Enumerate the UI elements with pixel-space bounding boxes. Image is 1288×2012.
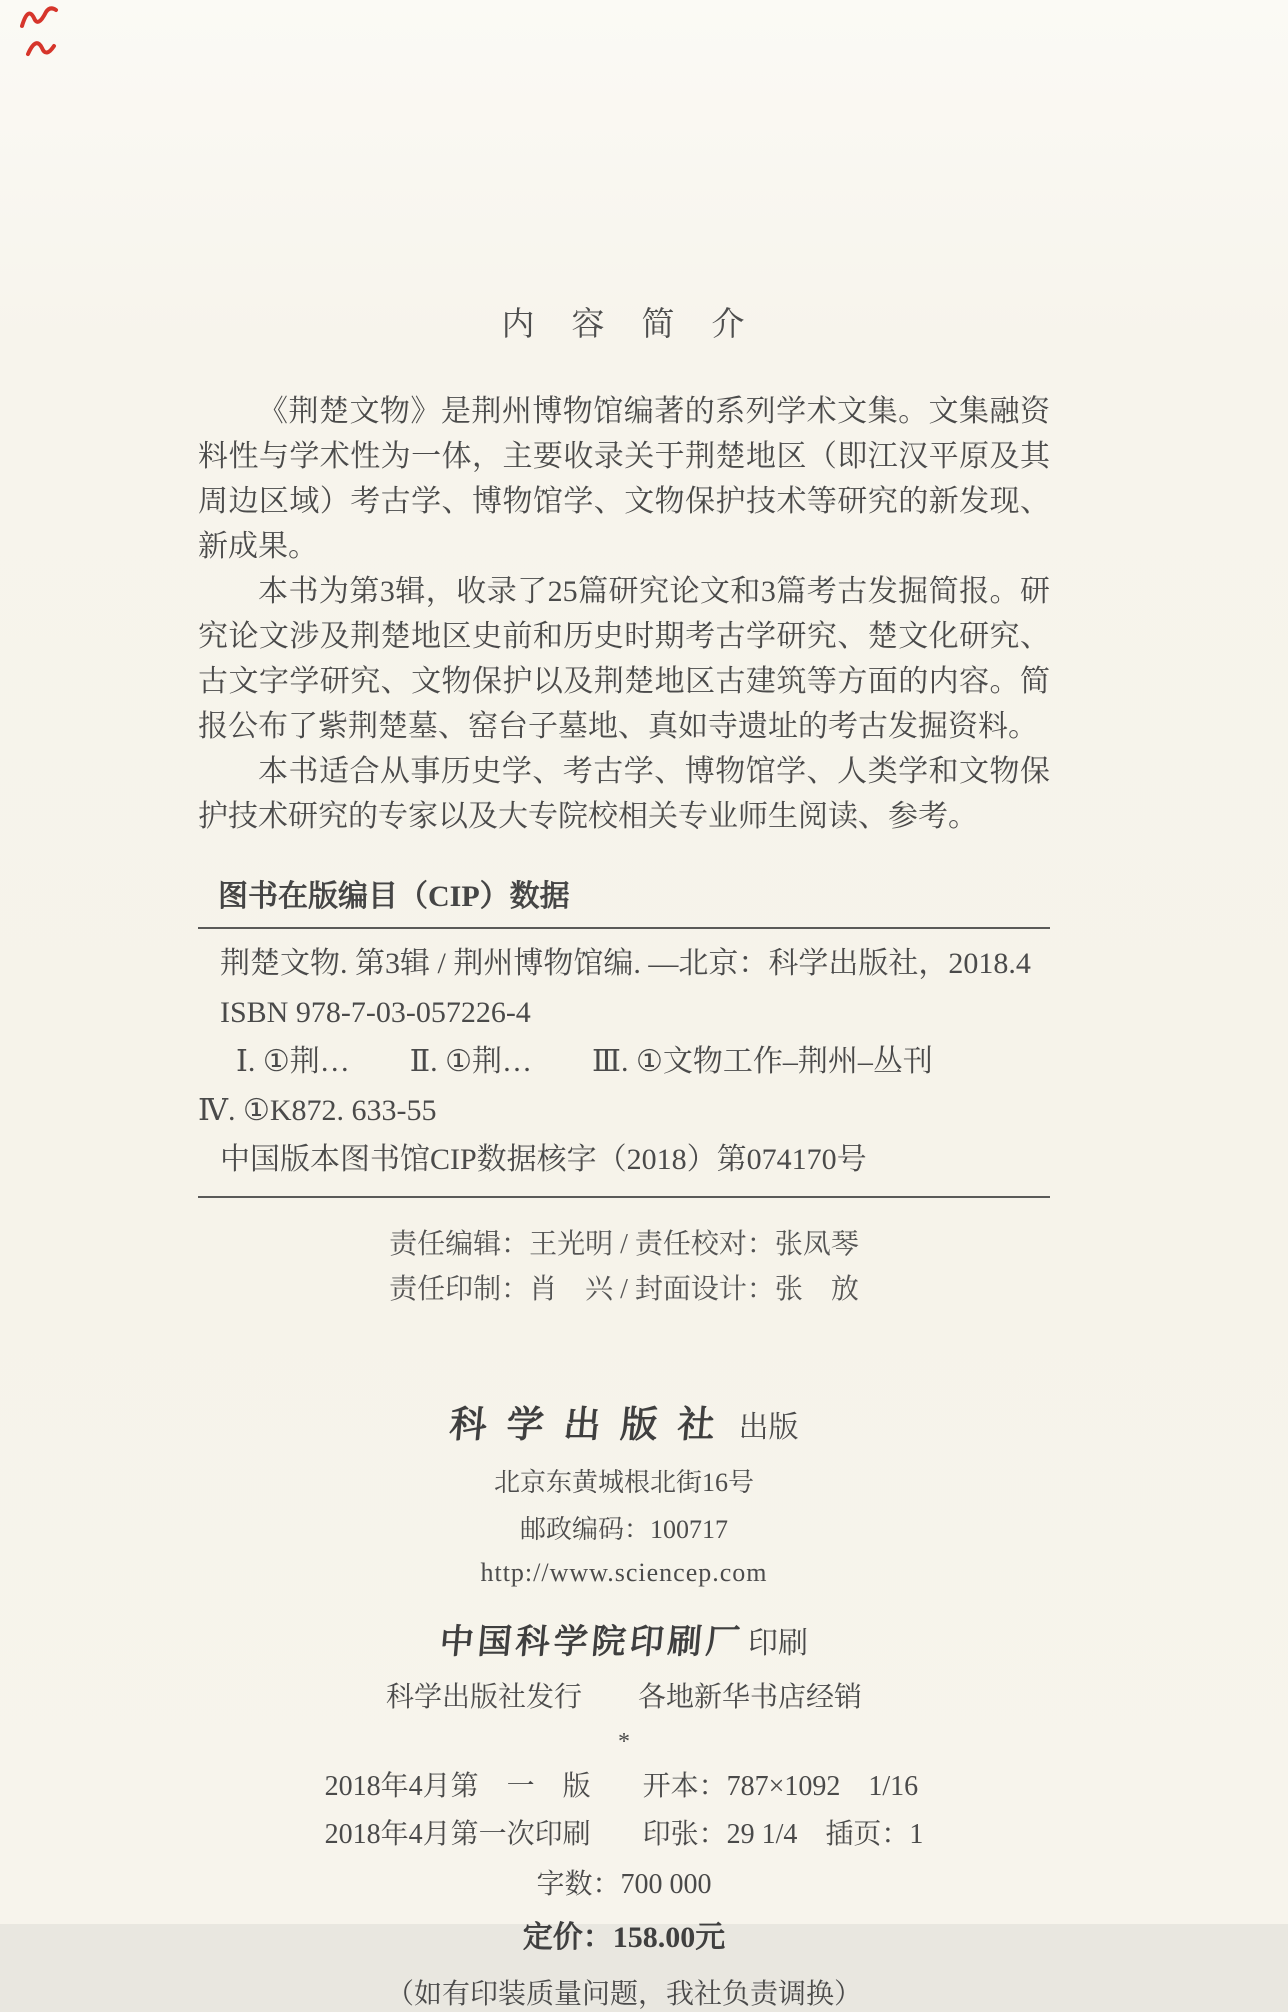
cip-classification-2: Ⅳ. ①K872. 633-55 <box>198 1094 437 1127</box>
word-count: 字数：700 000 <box>536 1869 712 1900</box>
cip-classification: Ⅰ. ①荆… Ⅱ. ①荆… Ⅲ. ①文物工作–荆州–丛刊 <box>236 1045 933 1078</box>
publisher-address: 北京东黄城根北街16号 <box>493 1468 754 1497</box>
cip-data-block <box>198 871 1050 1198</box>
printer-logotype: 中国科学院印刷厂 <box>438 1624 746 1661</box>
publisher-line <box>198 1394 1050 1448</box>
credit-editors: 责任编辑：王光明 / 责任校对：张凤琴 <box>389 1229 859 1260</box>
price: 定价：158.00元 <box>522 1921 726 1954</box>
intro-paragraph: 本书适合从事历史学、考古学、博物馆学、人类学和文物保护技术研究的专家以及大专院校相关专业师生阅读、参考。 <box>198 755 1050 833</box>
cip-isbn: ISBN 978-7-03-057226-4 <box>220 996 531 1029</box>
cip-title-line: 荆楚文物. 第3辑 / 荆州博物馆编. —北京：科学出版社，2018.4 <box>220 947 1031 980</box>
printer-line <box>198 1614 1050 1663</box>
publisher-suffix: 出版 <box>738 1411 799 1444</box>
edition-format: 开本：787×1092 1/16 <box>642 1771 919 1802</box>
intro-paragraph: 《荆楚文物》是荆州博物馆编著的系列学术文集。文集融资料性与学术性为一体，主要收录关于荆楚地区（即江汉平原及其周边区域）考古学、博物馆学、文物保护技术等研究的新发现、新成果。 <box>198 395 1050 563</box>
divider-line <box>198 927 1050 929</box>
publisher-postcode: 邮政编码：100717 <box>519 1515 728 1544</box>
page-content <box>198 0 1050 2012</box>
publisher-logotype: 科学出版社 <box>447 1405 736 1446</box>
printer-suffix: 印刷 <box>748 1627 808 1660</box>
distribution-line: 科学出版社发行 各地新华书店经销 <box>385 1682 862 1713</box>
cip-body <box>198 939 1050 1184</box>
section-title: 内 容 简 介 <box>501 307 747 343</box>
cip-registry-number: 中国版本图书馆CIP数据核字（2018）第074170号 <box>220 1143 867 1176</box>
red-ink-mark <box>24 34 58 62</box>
quality-note: （如有印装质量问题，我社负责调换） <box>385 1979 862 2010</box>
edition-sheets: 印张：29 1/4 插页：1 <box>642 1819 924 1850</box>
colophon <box>198 1394 1050 2012</box>
cip-heading: 图书在版编目（CIP）数据 <box>218 880 570 913</box>
edition-details <box>198 1764 1050 1852</box>
edition-version: 2018年4月第 一 版 <box>324 1771 591 1802</box>
divider-line <box>198 1196 1050 1198</box>
intro-paragraph: 本书为第3辑，收录了25篇研究论文和3篇考古发掘简报。研究论文涉及荆楚地区史前和历史时期考古学研究、楚文化研究、古文字学研究、文物保护以及荆楚地区古建筑等方面的内容。简报公布了紫荆楚墓、窑台子墓地、真如寺遗址的考古发掘资料。 <box>198 575 1050 743</box>
red-ink-mark <box>18 2 60 32</box>
credit-print-design: 责任印制：肖 兴 / 封面设计：张 放 <box>389 1274 859 1305</box>
divider-asterisk: * <box>618 1729 630 1755</box>
staff-credits <box>198 1222 1050 1312</box>
edition-printing: 2018年4月第一次印刷 <box>324 1819 591 1850</box>
intro-text-block <box>198 389 1050 839</box>
publisher-website: http://www.sciencep.com <box>480 1558 768 1587</box>
